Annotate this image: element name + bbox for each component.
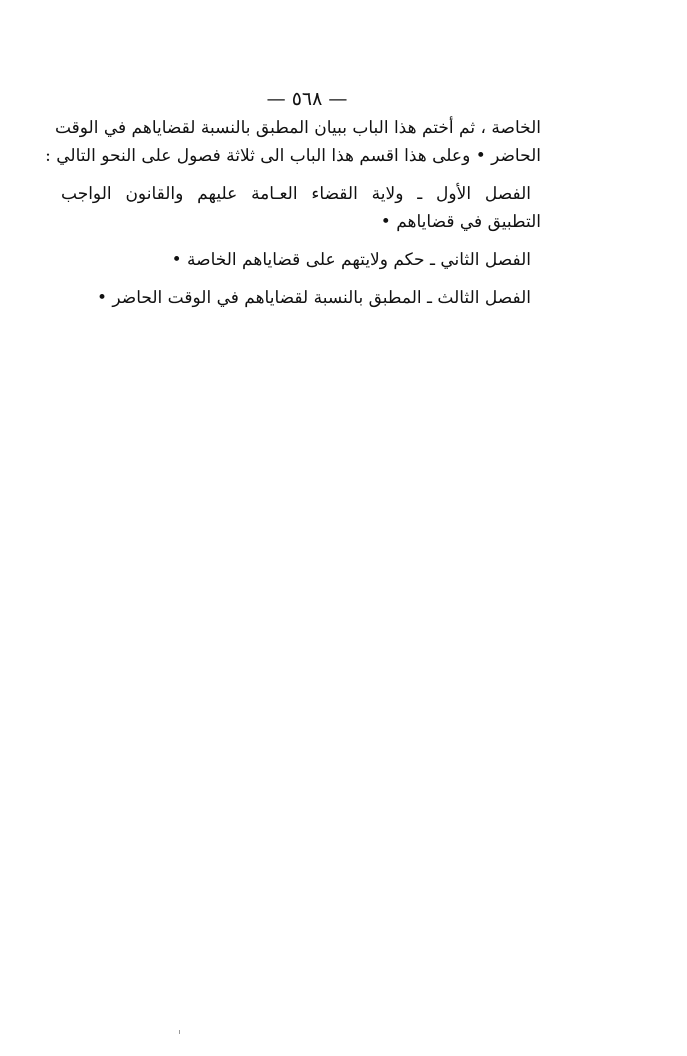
- chapter-three-line: الفصل الثالث ـ المطبق بالنسبة لقضاياهم في الوقت الحاضر •: [96, 288, 531, 308]
- intro-line-2: الحاضر • وعلى هذا اقسم هذا الباب الى ثلاثة فصول على النحو التالي :: [45, 146, 541, 166]
- intro-line-1: الخاصة ، ثم أختم هذا الباب ببيان المطبق بالنسبة لقضاياهم في الوقت: [54, 118, 541, 138]
- scan-speck: [179, 1030, 180, 1034]
- intro-paragraph: [45, 114, 541, 170]
- page-number: — ٥٦٨ —: [266, 88, 348, 110]
- chapter-three: [61, 284, 541, 312]
- chapter-one-line-2: التطبيق في قضاياهم •: [380, 212, 541, 232]
- chapter-two-line: الفصل الثاني ـ حكم ولايتهم على قضاياهم الخاصة •: [171, 250, 531, 270]
- chapter-one-line-1: الفصل الأول ـ ولاية القضاء العـامة عليهم والقانون الواجب: [61, 184, 531, 204]
- page-body: [45, 114, 541, 322]
- chapter-one: [61, 180, 541, 236]
- chapter-two: [61, 246, 541, 274]
